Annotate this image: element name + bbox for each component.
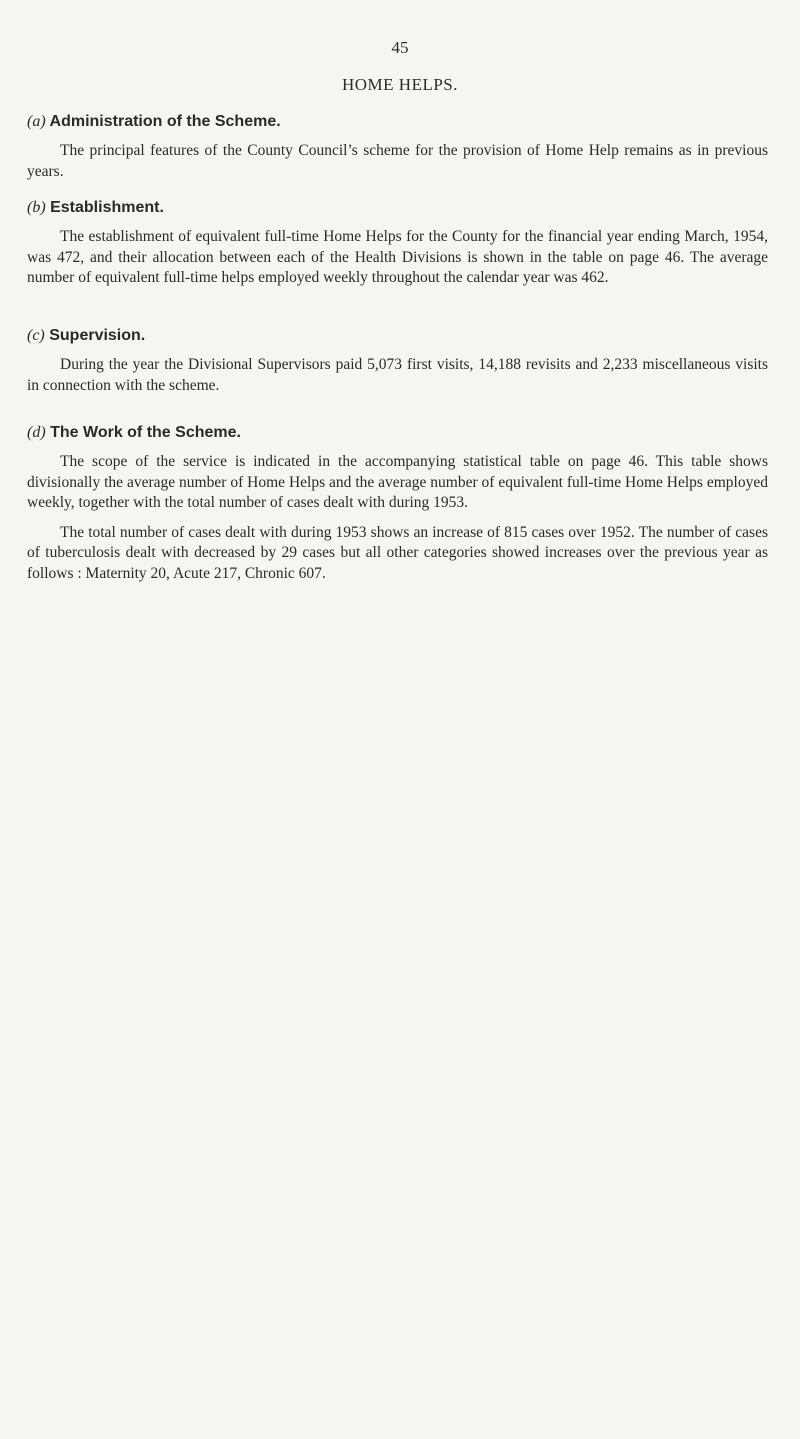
section-heading [27, 198, 768, 218]
section-establishment [27, 198, 768, 298]
section-supervision [27, 326, 768, 405]
section-heading-text: The Work of the Scheme. [50, 424, 241, 441]
section-letter: (a) [27, 113, 46, 130]
section-heading-text: Administration of the Scheme. [49, 113, 281, 130]
paragraph: The principal features of the County Council’s scheme for the provision of Home Help remains as in previous years. [27, 142, 768, 180]
page-title: HOME HELPS. [341, 75, 458, 94]
paragraph: The establishment of equivalent full-time Home Helps for the County for the financial year ending March, 1954, was 472, and their allocation between each of the Health Divisions is shown in the table on page 46. The average number of equivalent full-time helps employed weekly throughout the calendar year was 462. [27, 228, 768, 286]
paragraph: During the year the Divisional Supervisors paid 5,073 first visits, 14,188 revisits and 2,233 miscellaneous visits in connection with the scheme. [27, 356, 768, 394]
page-number: 45 [391, 38, 409, 57]
paragraph: The total number of cases dealt with during 1953 shows an increase of 815 cases over 1952. The number of cases of tuberculosis dealt with decreased by 29 cases but all other categories showed increases over the previous year as follows : Maternity 20, Acute 217, Chronic 607. [27, 523, 768, 582]
section-letter: (b) [27, 199, 46, 216]
section-heading [27, 112, 768, 132]
section-heading-text: Supervision. [49, 327, 146, 344]
section-administration [27, 112, 768, 191]
section-letter: (c) [27, 327, 45, 344]
section-heading-text: Establishment. [50, 199, 164, 216]
section-letter: (d) [27, 424, 46, 441]
paragraph: The scope of the service is indicated in the accompanying statistical table on page 46. This table shows divisionally the average number of Home Helps and the average number of equivalent full-time Home Helps employed weekly, together with the total number of cases dealt with during 1953. [27, 453, 768, 511]
section-heading [27, 423, 768, 443]
section-work-of-scheme [27, 423, 768, 593]
section-heading [27, 326, 768, 346]
